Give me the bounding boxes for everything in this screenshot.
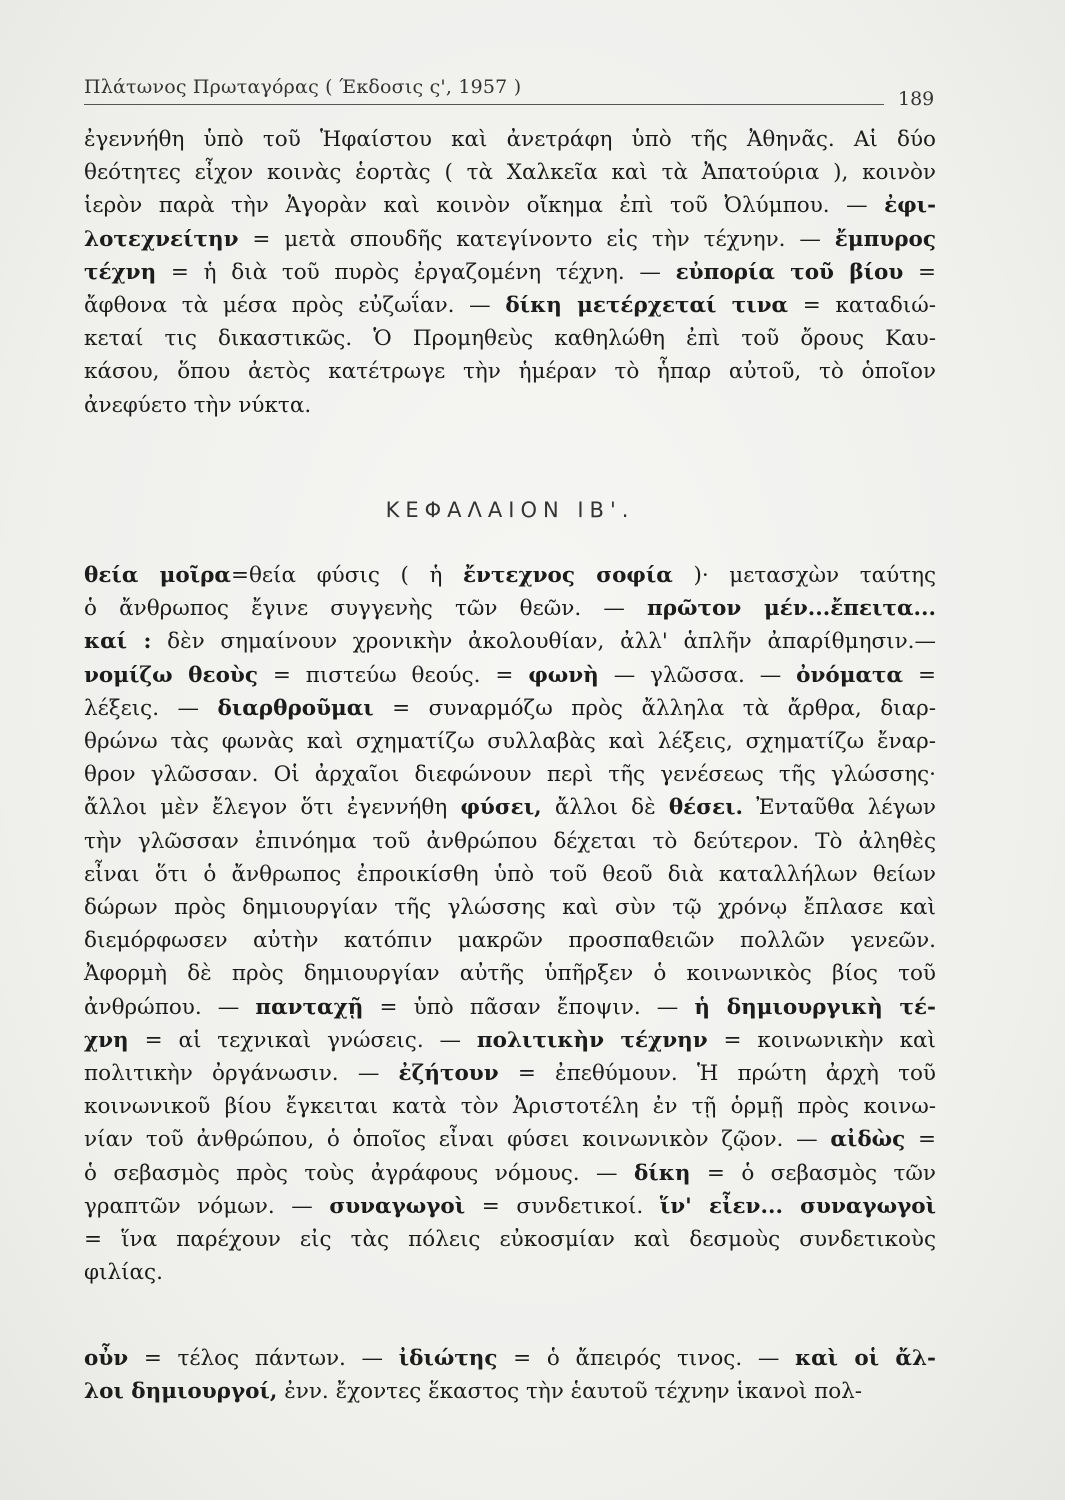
text-line (84, 924, 936, 957)
text-line (84, 1256, 936, 1289)
text-line (84, 355, 936, 388)
text-run: ἄφθονα τὰ μέσα πρὸς εὐζωΐαν. — (84, 293, 506, 319)
bold-term: νομίζω θεοὺς (84, 662, 258, 688)
bold-term: τέχνη (84, 259, 157, 285)
text-run: = πιστεύω θεούς. = (257, 662, 529, 688)
bold-term: λοτεχνείτην (84, 226, 239, 252)
text-run: = (903, 662, 936, 688)
text-run: δώρων πρὸς δημιουργίαν τῆς γλώσσης καὶ σὺν τῷ χρόνῳ ἔπλασε καὶ (84, 895, 936, 921)
text-line (84, 659, 936, 692)
bold-term: πανταχῇ (255, 994, 364, 1020)
text-run: λέξεις. — (84, 695, 218, 721)
bold-term: φωνὴ (528, 662, 599, 688)
text-line (84, 223, 936, 256)
text-line (84, 1057, 936, 1090)
text-line (84, 1157, 936, 1190)
bold-term: ἵν' εἶεν... συναγωγοὶ (659, 1193, 937, 1219)
bold-term: εὐπορία τοῦ βίου (675, 259, 904, 285)
text-run: ἐνν. ἔχοντες ἕκαστος τὴν ἑαυτοῦ τέχνην ἱκανοὶ πολ- (277, 1379, 863, 1405)
text-run: πολιτικὴν ὀργάνωσιν. — (84, 1061, 399, 1087)
paragraph-3 (84, 1342, 936, 1408)
text-line (84, 1123, 936, 1156)
text-line (84, 1342, 936, 1375)
text-line (84, 189, 936, 222)
text-line (84, 256, 936, 289)
text-run: γραπτῶν νόμων. — (84, 1193, 330, 1219)
text-run: φιλίας. (84, 1260, 163, 1286)
text-run: =θεία φύσις ( ἡ (230, 563, 463, 588)
text-run: = ὁ ἄπειρός τινος. — (497, 1346, 795, 1371)
text-run: εἶναι ὅτι ὁ ἄνθρωπος ἐπροικίσθη ὑπὸ τοῦ θεοῦ διὰ καταλλήλων θείων (84, 861, 936, 887)
bold-term: χνη (84, 1027, 129, 1053)
bold-term: ἰδιώτης (398, 1346, 498, 1371)
text-line (84, 891, 936, 924)
bold-term: οὖν (84, 1346, 129, 1371)
bold-term: λοι δημιουργοί, (84, 1379, 278, 1405)
bold-term: καί : (84, 629, 152, 655)
text-line (84, 559, 936, 592)
header-rule (84, 104, 884, 105)
running-title: Πλάτωνος Πρωταγόρας ( Έκδοσις ς', 1957 ) (84, 76, 522, 98)
text-run: κοινωνικοῦ βίου ἔγκειται κατὰ τὸν Ἀριστοτέλη ἐν τῇ ὁρμῇ πρὸς κοινω- (84, 1094, 936, 1120)
bold-term: ὀνόματα (796, 662, 904, 688)
text-run: θεότητες εἶχον κοινὰς ἑορτὰς ( τὰ Χαλκεῖα καὶ τὰ Ἀπατούρια ), κοινὸν (84, 160, 936, 186)
text-run: κάσου, ὅπου ἀετὸς κατέτρωγε τὴν ἡμέραν τὸ ἧπαρ αὐτοῦ, τὸ ὁποῖον (84, 359, 936, 385)
text-run: = συναρμόζω πρὸς ἄλληλα τὰ ἄρθρα, διαρ- (373, 695, 936, 721)
text-line (84, 1090, 936, 1123)
text-line (84, 858, 936, 891)
text-run: = (905, 1127, 936, 1153)
bold-term: ἔντεχνος σοφία (462, 563, 673, 588)
text-line (84, 692, 936, 725)
text-run: διεμόρφωσεν αὐτὴν κατόπιν μακρῶν προσπαθειῶν πολλῶν γενεῶν. (84, 928, 936, 954)
bold-term: ἔμπυρος (834, 226, 936, 252)
text-run: = (903, 259, 936, 285)
bold-term: συναγωγοὶ (329, 1193, 466, 1219)
text-line (84, 991, 936, 1024)
text-run: = μετὰ σπουδῆς κατεγίνοντο εἰς τὴν τέχνην. — (238, 226, 835, 252)
paragraph-1 (84, 123, 936, 422)
text-line (84, 725, 936, 758)
bold-term: θεία μοῖρα (84, 563, 231, 588)
text-run: ἄλλοι δὲ (541, 795, 669, 821)
bold-term: ἐφι- (884, 193, 936, 219)
text-run: ἀνθρώπου. — (84, 994, 256, 1020)
bold-term: θέσει. (668, 795, 744, 821)
text-run: ὁ ἄνθρωπος ἔγινε συγγενὴς τῶν θεῶν. — (84, 596, 648, 622)
text-run: = αἱ τεχνικαὶ γνώσεις. — (128, 1027, 477, 1053)
text-line (84, 389, 936, 422)
bold-term: καὶ οἱ ἄλ- (795, 1346, 936, 1371)
bold-term: ἡ δημιουργικὴ τέ- (694, 994, 936, 1020)
paragraph-2 (84, 559, 936, 1289)
text-run: ἱερὸν παρὰ τὴν Ἀγορὰν καὶ κοινὸν οἴκημα ἐπὶ τοῦ Ὀλύμπου. — (84, 193, 885, 219)
text-line (84, 1190, 936, 1223)
text-run: = συνδετικοί. (465, 1193, 660, 1219)
text-run: )· μετασχὼν ταύτης (672, 563, 937, 588)
text-run: = ὑπὸ πᾶσαν ἔποψιν. — (363, 994, 695, 1020)
bold-term: δίκη (633, 1160, 691, 1186)
text-run: ἐγεννήθη ὑπὸ τοῦ Ἡφαίστου καὶ ἀνετράφη ὑπὸ τῆς Ἀθηνᾶς. Αἱ δύο (84, 127, 936, 152)
text-line (84, 791, 936, 824)
text-line (84, 156, 936, 189)
text-run: = κοινωνικὴν καὶ (707, 1027, 936, 1053)
text-run: νίαν τοῦ ἀνθρώπου, ὁ ὁποῖος εἶναι φύσει κοινωνικὸν ζῷον. — (84, 1127, 831, 1153)
bold-term: διαρθροῦμαι (217, 695, 374, 721)
text-line (84, 825, 936, 858)
text-run: τὴν γλῶσσαν ἐπινόημα τοῦ ἀνθρώπου δέχεται τὸ δεύτερον. Τὸ ἀληθὲς (84, 828, 936, 854)
bold-term: πολιτικὴν τέχνην (476, 1027, 708, 1053)
text-run: θρώνω τὰς φωνὰς καὶ σχηματίζω συλλαβὰς καὶ λέξεις, σχηματίζω ἔναρ- (84, 729, 936, 755)
text-line (84, 957, 936, 990)
text-line (84, 289, 936, 322)
text-run: δὲν σημαίνουν χρονικὴν ἀκολουθίαν, ἀλλ' ἁπλῆν ἀπαρίθμησιν.— (151, 629, 936, 655)
text-run: = ἡ διὰ τοῦ πυρὸς ἐργαζομένη τέχνη. — (156, 259, 676, 285)
bold-term: δίκη μετέρχεταί τινα (505, 293, 789, 319)
text-run: ἄλλοι μὲν ἔλεγον ὅτι ἐγεννήθη (84, 795, 461, 821)
text-run: ὁ σεβασμὸς πρὸς τοὺς ἀγράφους νόμους. — (84, 1160, 634, 1186)
text-line (84, 625, 936, 658)
bold-term: φύσει, (460, 795, 542, 821)
text-line (84, 1375, 936, 1408)
bold-term: αἰδὼς (830, 1127, 906, 1153)
text-run: ἀνεφύετο τὴν νύκτα. (84, 392, 312, 418)
text-line (84, 1223, 936, 1256)
text-run: = ὁ σεβασμὸς τῶν (690, 1160, 936, 1186)
bold-term: ἐζήτουν (398, 1061, 499, 1087)
bold-term: πρῶτον μέν...ἔπειτα... (647, 596, 936, 622)
text-run: θρον γλῶσσαν. Οἱ ἀρχαῖοι διεφώνουν περὶ τῆς γενέσεως τῆς γλώσσης· (84, 762, 936, 788)
text-run: = καταδιώ- (788, 293, 937, 319)
text-line (84, 592, 936, 625)
text-run: = ἵνα παρέχουν εἰς τὰς πόλεις εὐκοσμίαν καὶ δεσμοὺς συνδετικοὺς (84, 1227, 936, 1253)
text-run: = ἐπεθύμουν. Ἡ πρώτη ἀρχὴ τοῦ (498, 1061, 936, 1087)
text-run: Ἀφορμὴ δὲ πρὸς δημιουργίαν αὐτῆς ὑπῆρξεν ὁ κοινωνικὸς βίος τοῦ (84, 961, 936, 987)
text-run: Ἐνταῦθα λέγων (743, 795, 936, 821)
text-line (84, 322, 936, 355)
text-line (84, 758, 936, 791)
text-run: = τέλος πάντων. — (128, 1346, 399, 1371)
text-run: κεταί τις δικαστικῶς. Ὁ Προμηθεὺς καθηλώθη ἐπὶ τοῦ ὄρους Καυ- (84, 326, 936, 352)
text-line (84, 123, 936, 156)
text-line (84, 1024, 936, 1057)
chapter-heading: ΚΕΦΑΛΑΙΟΝ ΙΒ'. (385, 498, 635, 522)
page-number: 189 (898, 88, 935, 110)
text-run: — γλῶσσα. — (598, 662, 797, 688)
